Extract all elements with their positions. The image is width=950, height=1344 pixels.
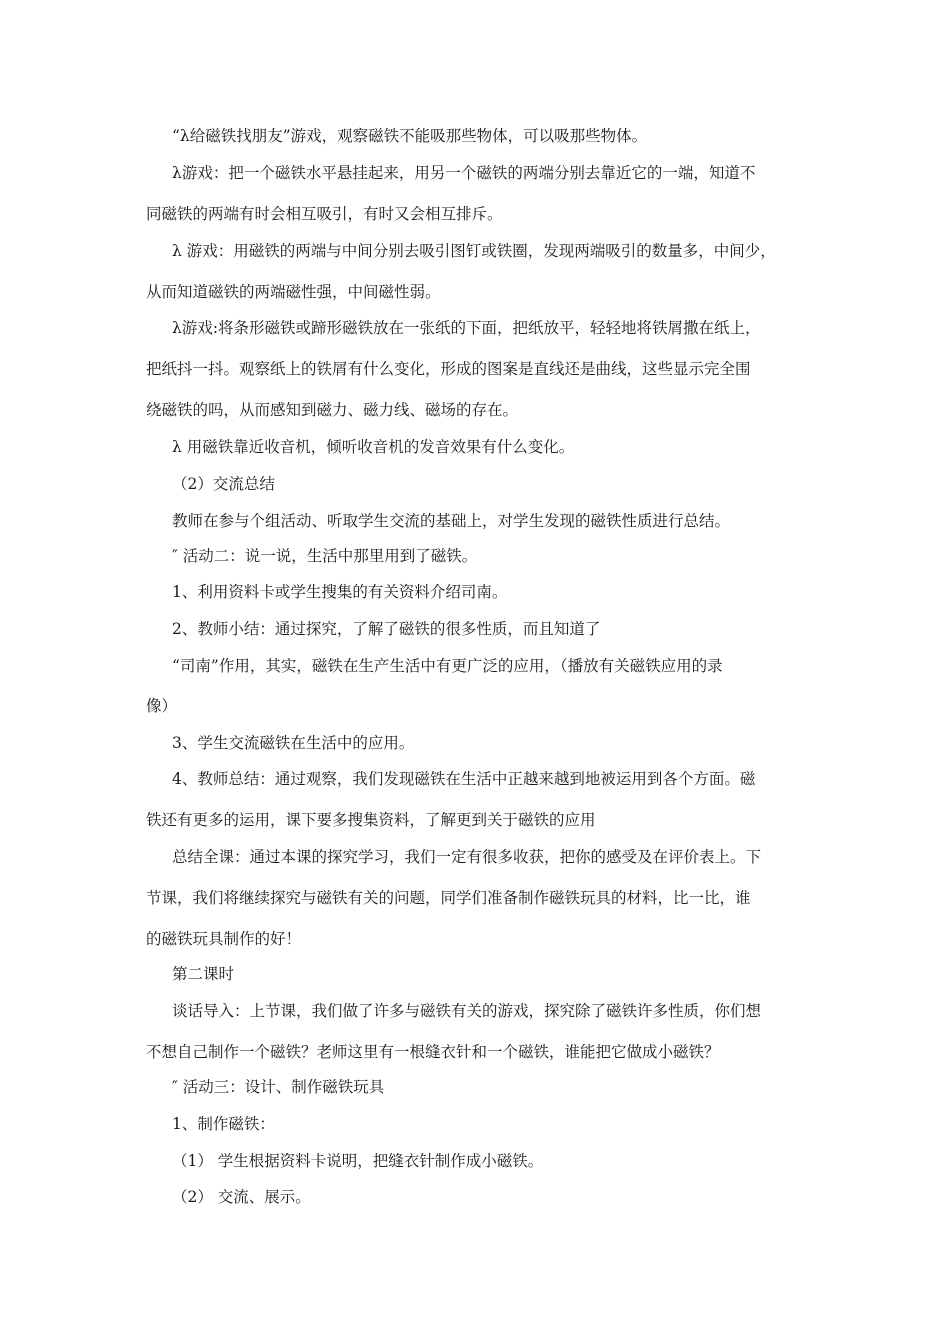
paragraph-line: 绕磁铁的吗，从而感知到磁力、磁力线、磁场的存在。 [146, 401, 519, 419]
paragraph-line: “λ给磁铁找朋友”游戏，观察磁铁不能吸那些物体，可以吸那些物体。 [172, 127, 648, 145]
activity-heading: ″ 活动三：设计、制作磁铁玩具 [172, 1078, 385, 1096]
paragraph-line: 铁还有更多的运用，课下要多搜集资料，了解更到关于磁铁的应用 [146, 811, 596, 829]
paragraph-line: λ游戏：把一个磁铁水平悬挂起来，用另一个磁铁的两端分别去靠近它的一端，知道不 [172, 164, 756, 182]
list-item: （1） 学生根据资料卡说明，把缝衣针制作成小磁铁。 [172, 1152, 544, 1170]
list-item: （2） 交流、展示。 [172, 1188, 311, 1206]
paragraph-line: 教师在参与个组活动、听取学生交流的基础上，对学生发现的磁铁性质进行总结。 [172, 512, 731, 530]
list-item: 1、制作磁铁： [172, 1115, 275, 1133]
paragraph-line: 把纸抖一抖。观察纸上的铁屑有什么变化，形成的图案是直线还是曲线，这些显示完全围 [146, 360, 751, 378]
paragraph-line: 谈话导入：上节课，我们做了许多与磁铁有关的游戏，探究除了磁铁许多性质，你们想 [172, 1002, 762, 1020]
paragraph-line: 总结全课：通过本课的探究学习，我们一定有很多收获，把你的感受及在评价表上。下 [172, 848, 762, 866]
paragraph-line: 同磁铁的两端有时会相互吸引，有时又会相互排斥。 [146, 205, 503, 223]
paragraph-line: λ游戏:将条形磁铁或蹄形磁铁放在一张纸的下面，把纸放平，轻轻地将铁屑撒在纸上， [172, 319, 761, 337]
section-heading: （2）交流总结 [172, 475, 275, 493]
activity-heading: ″ 活动二：说一说，生活中那里用到了磁铁。 [172, 547, 478, 565]
paragraph-line: 不想自己制作一个磁铁？老师这里有一根缝衣针和一个磁铁，谁能把它做成小磁铁？ [146, 1043, 720, 1061]
paragraph-line: “司南”作用，其实，磁铁在生产生活中有更广泛的应用，（播放有关磁铁应用的录 [172, 657, 723, 675]
paragraph-line: 像） [146, 697, 178, 715]
paragraph-line: λ 游戏：用磁铁的两端与中间分别去吸引图钉或铁圈，发现两端吸引的数量多，中间少， [172, 242, 776, 260]
paragraph-line: λ 用磁铁靠近收音机，倾听收音机的发音效果有什么变化。 [172, 438, 575, 456]
paragraph-line: 的磁铁玩具制作的好！ [146, 930, 302, 948]
list-item: 3、学生交流磁铁在生活中的应用。 [172, 734, 415, 752]
list-item: 2、教师小结：通过探究，了解了磁铁的很多性质，而且知道了 [172, 620, 601, 638]
list-item: 1、利用资料卡或学生搜集的有关资料介绍司南。 [172, 583, 508, 601]
paragraph-line: 从而知道磁铁的两端磁性强，中间磁性弱。 [146, 283, 441, 301]
list-item: 4、教师总结：通过观察，我们发现磁铁在生活中正越来越到地被运用到各个方面。磁 [172, 770, 756, 788]
paragraph-line: 节课，我们将继续探究与磁铁有关的问题，同学们准备制作磁铁玩具的材料，比一比，谁 [146, 889, 751, 907]
lesson-heading: 第二课时 [172, 965, 235, 983]
